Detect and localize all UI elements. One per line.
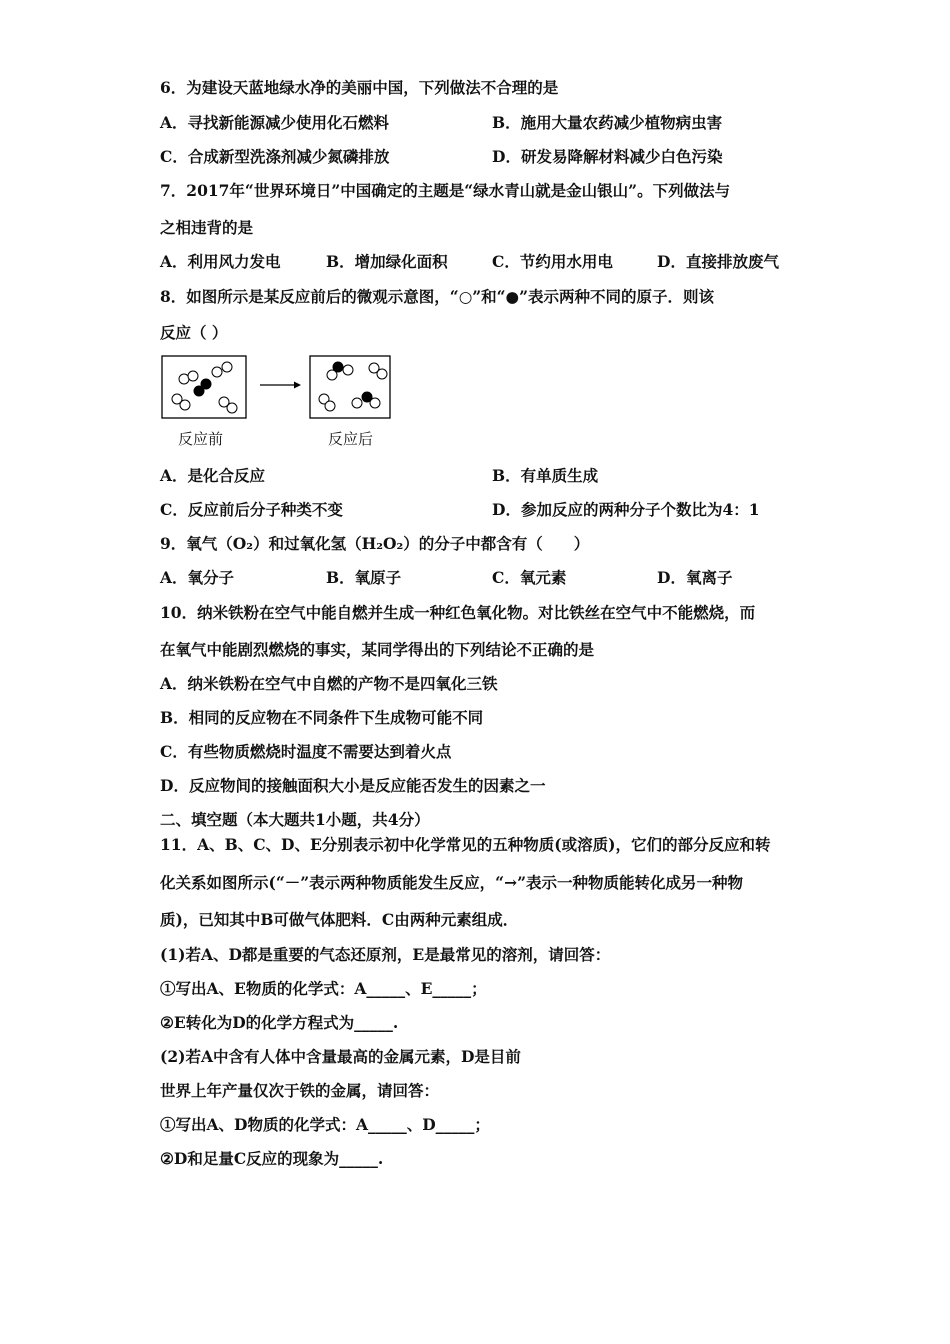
- q11-line2: 化关系如图所示(“－”表示两种物质能发生反应，“→”表示一种物质能转化成另一种物: [160, 873, 743, 892]
- reaction-svg: [160, 352, 400, 422]
- section-heading: 二、填空题（本大题共1小题，共4分）: [160, 810, 430, 829]
- q10-option-d: D．反应物间的接触面积大小是反应能否发生的因素之一: [160, 776, 546, 795]
- white-atom: [179, 374, 189, 384]
- q11-line8: 世界上年产量仅次于铁的金属，请回答：: [160, 1081, 440, 1100]
- white-atom: [370, 398, 380, 408]
- q10-option-a: A．纳米铁粉在空气中自燃的产物不是四氧化三铁: [160, 674, 498, 693]
- q8-stem-line2: 反应（ ）: [160, 323, 228, 342]
- white-atom: [212, 367, 222, 377]
- q7-option-a: A．利用风力发电: [160, 252, 281, 271]
- white-atom: [343, 365, 353, 375]
- q7-option-c: C．节约用水用电: [492, 252, 613, 271]
- white-atom: [188, 371, 198, 381]
- before-caption: 反应前: [178, 430, 224, 448]
- q6-option-b: B．施用大量农药减少植物病虫害: [492, 113, 723, 132]
- q10-option-c: C．有些物质燃烧时温度不需要达到着火点: [160, 742, 452, 761]
- q11-line10: ②D和足量C反应的现象为_____.: [160, 1149, 384, 1168]
- q10-stem-line2: 在氧气中能剧烈燃烧的事实，某同学得出的下列结论不正确的是: [160, 640, 595, 659]
- q9-option-d: D．氧离子: [657, 568, 733, 587]
- q11-line1: 11．A、B、C、D、E分别表示初中化学常见的五种物质(或溶质)，它们的部分反应和转: [160, 835, 771, 854]
- q8-option-c: C．反应前后分子种类不变: [160, 500, 343, 519]
- q7-option-b: B．增加绿化面积: [326, 252, 448, 271]
- q10-stem-line1: 10．纳米铁粉在空气中能自燃并生成一种红色氧化物。对比铁丝在空气中不能燃烧，而: [160, 603, 756, 622]
- q6-option-c: C．合成新型洗涤剂减少氮磷排放: [160, 147, 390, 166]
- q11-line9: ①写出A、D物质的化学式：A_____、D_____；: [160, 1115, 490, 1134]
- q11-line5: ①写出A、E物质的化学式：A_____、E_____；: [160, 979, 487, 998]
- q10-option-b: B．相同的反应物在不同条件下生成物可能不同: [160, 708, 484, 727]
- q11-line6: ②E转化为D的化学方程式为_____.: [160, 1013, 399, 1032]
- q8-stem-line1: 8．如图所示是某反应前后的微观示意图，“○”和“●”表示两种不同的原子．则该: [160, 287, 714, 306]
- reaction-diagram: [160, 352, 400, 452]
- q11-line7: (2)若A中含有人体中含量最高的金属元素，D是目前: [160, 1047, 521, 1066]
- q8-option-b: B．有单质生成: [492, 466, 599, 485]
- q6-option-a: A．寻找新能源减少使用化石燃料: [160, 113, 390, 132]
- q8-option-d: D．参加反应的两种分子个数比为4：1: [492, 500, 760, 519]
- q8-option-a: A．是化合反应: [160, 466, 266, 485]
- white-atom: [352, 398, 362, 408]
- arrow-head: [294, 382, 301, 389]
- white-atom: [222, 362, 232, 372]
- q7-option-d: D．直接排放废气: [657, 252, 779, 271]
- white-atom: [180, 400, 190, 410]
- q9-stem: 9．氧气（O₂）和过氧化氢（H₂O₂）的分子中都含有（ ）: [160, 534, 590, 553]
- q11-line3: 质)，已知其中B可做气体肥料．C由两种元素组成．: [160, 910, 519, 929]
- white-atom: [227, 403, 237, 413]
- q9-option-b: B．氧原子: [326, 568, 402, 587]
- q6-option-d: D．研发易降解材料减少白色污染: [492, 147, 723, 166]
- black-atom: [194, 386, 204, 396]
- q6-stem: 6．为建设天蓝地绿水净的美丽中国，下列做法不合理的是: [160, 78, 559, 97]
- q9-option-c: C．氧元素: [492, 568, 567, 587]
- white-atom: [377, 369, 387, 379]
- white-atom: [327, 370, 337, 380]
- after-caption: 反应后: [328, 430, 374, 448]
- white-atom: [325, 401, 335, 411]
- q7-stem-line1: 7．2017年“世界环境日”中国确定的主题是“绿水青山就是金山银山”。下列做法与: [160, 181, 731, 200]
- q9-option-a: A．氧分子: [160, 568, 235, 587]
- q11-line4: (1)若A、D都是重要的气态还原剂，E是最常见的溶剂，请回答：: [160, 945, 611, 964]
- q7-stem-line2: 之相违背的是: [160, 218, 254, 237]
